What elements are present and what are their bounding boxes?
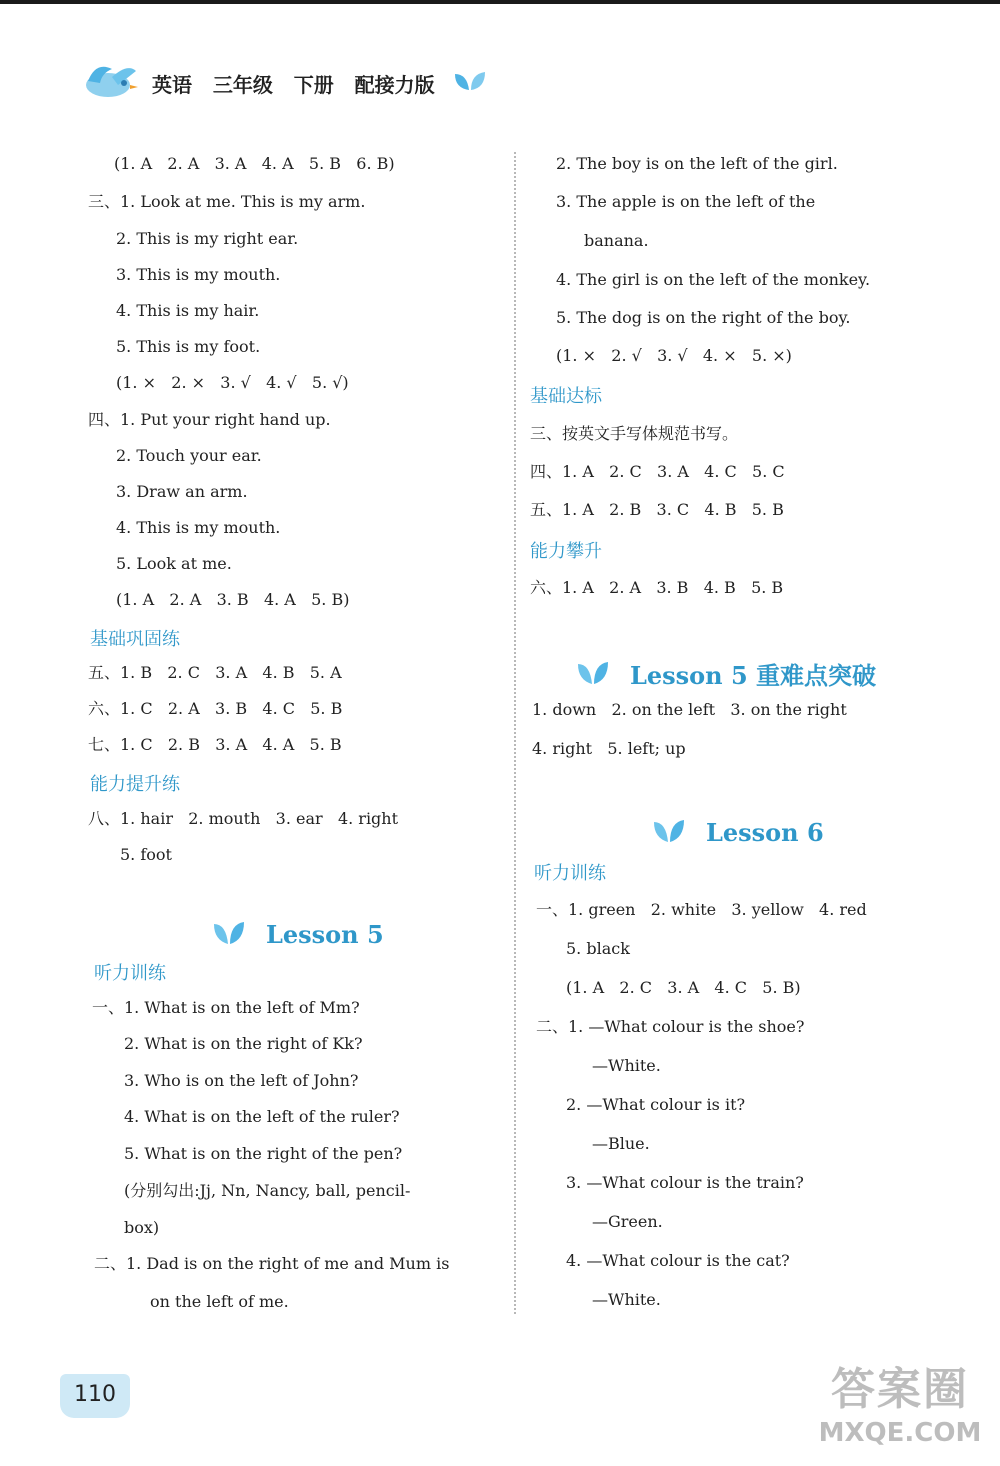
- answer-line: 2. Touch your ear.: [116, 446, 262, 465]
- answer-line: (1. × 2. √ 3. √ 4. × 5. ×): [556, 346, 792, 365]
- answer-line: 二、1. Dad is on the right of me and Mum is: [94, 1254, 450, 1273]
- section-heading: 听力训练: [534, 863, 606, 884]
- answer-line: 一、1. What is on the left of Mm?: [92, 998, 360, 1017]
- answer-line: 1. down 2. on the left 3. on the right: [532, 700, 847, 719]
- section-heading: 能力提升练: [90, 774, 180, 795]
- lesson-title: Lesson 6: [706, 817, 824, 847]
- answer-line: 5. Look at me.: [116, 554, 232, 573]
- answer-line: banana.: [584, 231, 649, 250]
- answer-line: 2. What is on the right of Kk?: [124, 1034, 363, 1053]
- page-header: [78, 58, 487, 108]
- answer-line: 5. This is my foot.: [116, 337, 261, 356]
- answer-line: 三、1. Look at me. This is my arm.: [88, 192, 366, 211]
- lesson-heading-5-key: [576, 656, 876, 691]
- answer-line: on the left of me.: [150, 1292, 289, 1311]
- section-heading: 能力攀升: [530, 541, 602, 562]
- answer-line: 3. This is my mouth.: [116, 265, 281, 284]
- answer-line: —White.: [592, 1056, 661, 1075]
- answer-line: —White.: [592, 1290, 661, 1309]
- watermark-url: MXQE.COM: [818, 1418, 982, 1448]
- header-title: 英语 三年级 下册 配接力版: [152, 72, 435, 97]
- section-heading: 基础达标: [530, 386, 602, 407]
- section-heading: 基础巩固练: [90, 629, 180, 650]
- sprout-icon: [652, 816, 686, 848]
- answer-line: 3. Draw an arm.: [116, 482, 248, 501]
- answer-line: —Green.: [592, 1212, 663, 1231]
- answer-line: 六、1. A 2. A 3. B 4. B 5. B: [530, 578, 784, 597]
- sprout-icon: [212, 918, 246, 950]
- lesson-heading-5: [212, 918, 384, 950]
- answer-line: 七、1. C 2. B 3. A 4. A 5. B: [88, 735, 342, 754]
- answer-line: 四、1. A 2. C 3. A 4. C 5. C: [530, 462, 785, 481]
- answer-line: 4. The girl is on the left of the monkey.: [556, 270, 871, 289]
- answer-line: 5. The dog is on the right of the boy.: [556, 308, 851, 327]
- answer-line: 4. right 5. left; up: [532, 739, 686, 758]
- answer-line: 五、1. A 2. B 3. C 4. B 5. B: [530, 500, 784, 519]
- answer-line: 2. This is my right ear.: [116, 229, 299, 248]
- answer-line: 4. This is my mouth.: [116, 518, 281, 537]
- watermark: [810, 1362, 990, 1460]
- leaf-icon: [453, 70, 487, 96]
- bird-logo-icon: [78, 59, 138, 107]
- section-heading: 听力训练: [94, 963, 166, 984]
- sprout-icon: [576, 658, 610, 690]
- column-divider: [514, 152, 516, 1314]
- answer-line: 2. The boy is on the left of the girl.: [556, 154, 838, 173]
- answer-line: (分别勾出:Jj, Nn, Nancy, ball, pencil-: [124, 1181, 411, 1200]
- answer-line: 三、按英文手写体规范书写。: [530, 424, 739, 443]
- answer-line: 5. black: [566, 939, 630, 958]
- answer-line: 4. —What colour is the cat?: [566, 1251, 790, 1270]
- answer-line: 六、1. C 2. A 3. B 4. C 5. B: [88, 699, 343, 718]
- answer-line: 二、1. —What colour is the shoe?: [536, 1017, 805, 1036]
- answer-line: 4. What is on the left of the ruler?: [124, 1107, 400, 1126]
- answer-line: 5. What is on the right of the pen?: [124, 1144, 403, 1163]
- answer-line: 5. foot: [120, 845, 172, 864]
- answer-line: —Blue.: [592, 1134, 650, 1153]
- answer-line: (1. A 2. A 3. B 4. A 5. B): [116, 590, 350, 609]
- answer-line: box): [124, 1218, 160, 1237]
- answer-line: 2. —What colour is it?: [566, 1095, 746, 1114]
- lesson-title: Lesson 5 重难点突破: [630, 661, 877, 690]
- lesson-heading-6: [652, 816, 824, 848]
- lesson-title: Lesson 5: [266, 919, 384, 949]
- answer-line: (1. A 2. C 3. A 4. C 5. B): [566, 978, 801, 997]
- answer-line: 八、1. hair 2. mouth 3. ear 4. right: [88, 809, 399, 828]
- answer-line: 五、1. B 2. C 3. A 4. B 5. A: [88, 663, 342, 682]
- watermark-main: 答案圈: [831, 1364, 969, 1415]
- page-number: 110: [74, 1382, 116, 1407]
- answer-line: (1. × 2. × 3. √ 4. √ 5. √): [116, 373, 349, 392]
- answer-line: 3. —What colour is the train?: [566, 1173, 804, 1192]
- answer-line: 一、1. green 2. white 3. yellow 4. red: [536, 900, 867, 919]
- answer-line: 3. The apple is on the left of the: [556, 192, 816, 211]
- page-number-badge: [60, 1374, 130, 1418]
- answer-line: 四、1. Put your right hand up.: [88, 410, 331, 429]
- answer-line: (1. A 2. A 3. A 4. A 5. B 6. B): [114, 154, 395, 173]
- top-rule: [0, 0, 1000, 4]
- answer-line: 4. This is my hair.: [116, 301, 260, 320]
- answer-line: 3. Who is on the left of John?: [124, 1071, 359, 1090]
